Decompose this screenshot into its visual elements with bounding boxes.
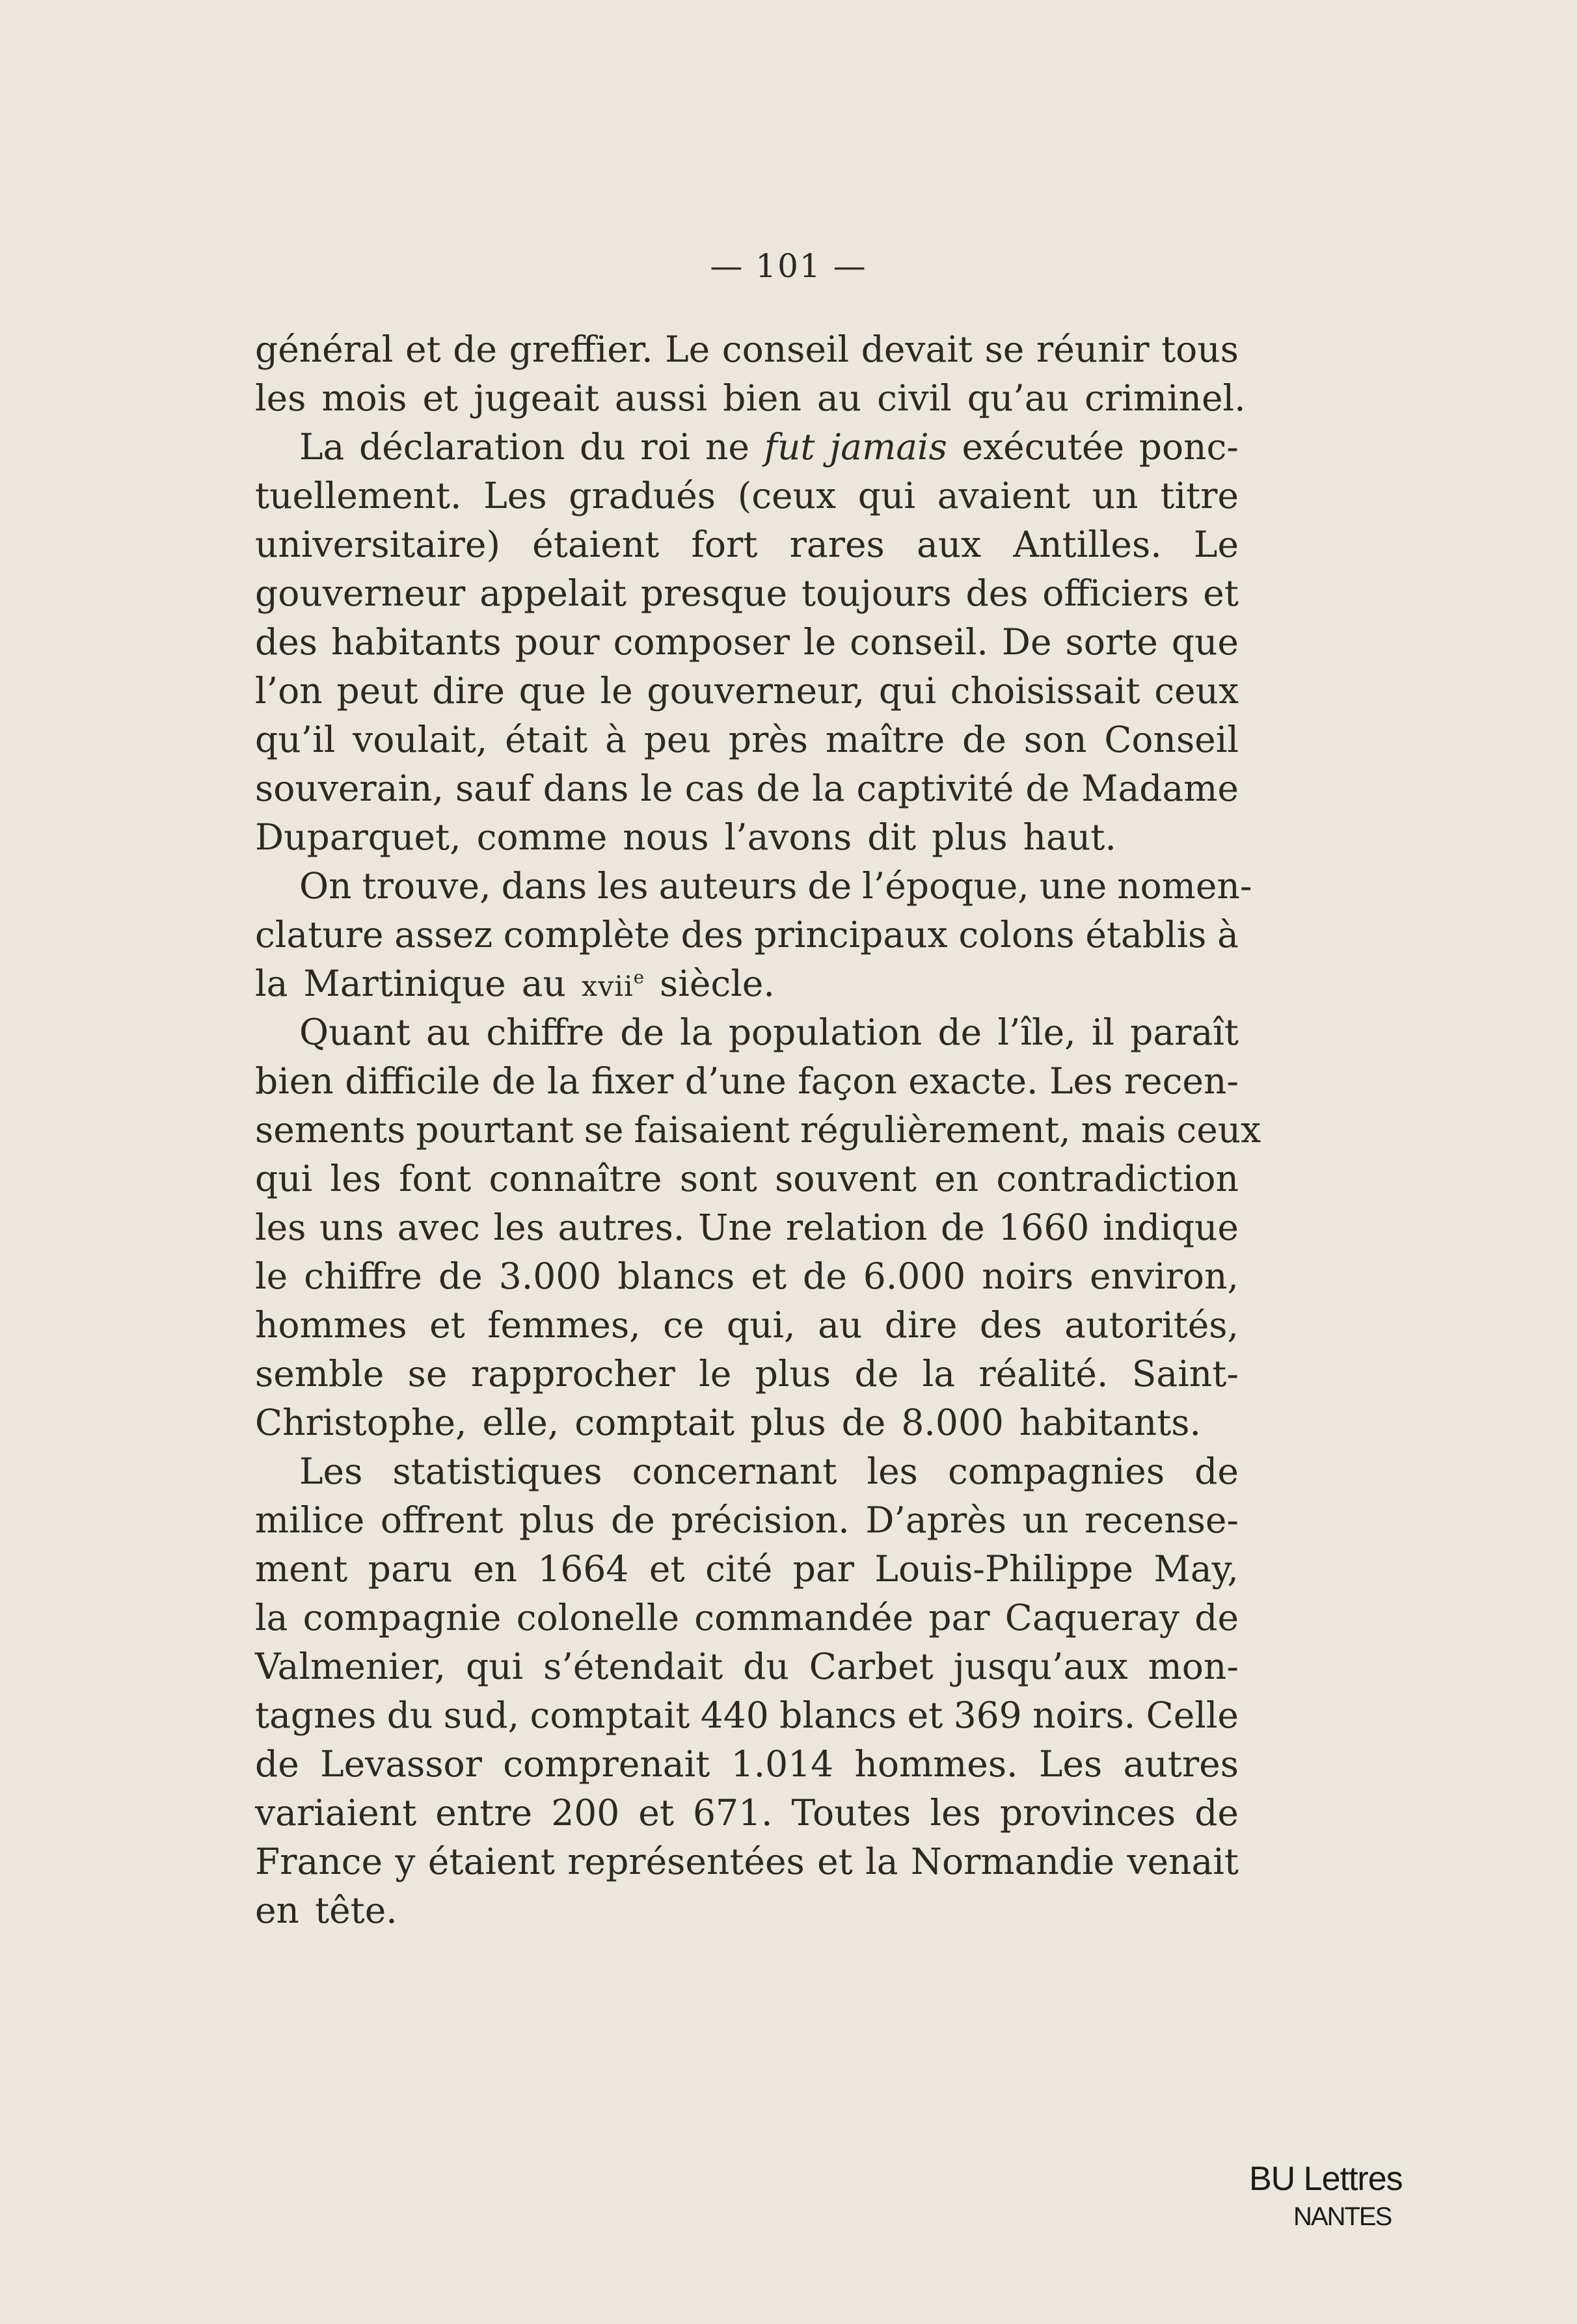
text-line: de Levassor comprenait 1.014 hommes. Les autres: [255, 1743, 1239, 1785]
text-line: Les statistiques concernant les compagnies de: [299, 1450, 1239, 1492]
text-line: ment paru en 1664 et cité par Louis-Philippe May,: [255, 1548, 1239, 1590]
text-line: milice offrent plus de précision. D’après un recense-: [255, 1499, 1239, 1541]
stamp-line-1: BU Lettres: [1249, 2160, 1403, 2198]
text-line: clature assez complète des principaux colons établis à: [255, 914, 1239, 955]
text-line: les mois et jugeait aussi bien au civil qu’au criminel.: [255, 377, 1246, 419]
library-stamp: [1249, 2159, 1403, 2232]
text-line: La déclaration du roi ne fut jamais exécutée ponc-: [299, 426, 1239, 468]
text-line: le chiffre de 3.000 blancs et de 6.000 noirs environ,: [255, 1255, 1239, 1297]
text-line: général et de greffier. Le conseil devait se réunir tous: [255, 328, 1239, 370]
text-line: gouverneur appelait presque toujours des officiers et: [255, 572, 1239, 614]
stamp-line-2: NANTES: [1293, 2202, 1392, 2231]
text-line: tagnes du sud, comptait 440 blancs et 369 noirs. Celle: [255, 1694, 1239, 1736]
text-line: France y étaient représentées et la Normandie venait: [255, 1841, 1239, 1882]
text-line: On trouve, dans les auteurs de l’époque, une nomen-: [299, 865, 1252, 907]
text-line: tuellement. Les gradués (ceux qui avaient un titre: [255, 475, 1239, 516]
text-line: sements pourtant se faisaient régulièrement, mais ceux: [255, 1109, 1261, 1151]
text-line: bien difficile de la fixer d’une façon exacte. Les recen-: [255, 1060, 1239, 1102]
text-line: variaient entre 200 et 671. Toutes les provinces de: [255, 1792, 1239, 1834]
text-line: les uns avec les autres. Une relation de 1660 indique: [255, 1207, 1239, 1248]
text-line: la Martinique au xvii$^e$ siècle.: [255, 963, 775, 1004]
text-line: universitaire) étaient fort rares aux Antilles. Le: [255, 524, 1239, 565]
text-line: Quant au chiffre de la population de l’île, il paraît: [299, 1011, 1239, 1053]
text-line: souverain, sauf dans le cas de la captivité de Madame: [255, 768, 1239, 809]
text-line: Christophe, elle, comptait plus de 8.000 habitants.: [255, 1402, 1201, 1443]
text-line: l’on peut dire que le gouverneur, qui choisissait ceux: [255, 670, 1239, 712]
text-line: en tête.: [255, 1890, 398, 1931]
text-line: hommes et femmes, ce qui, au dire des autorités,: [255, 1304, 1239, 1346]
text-line: qui les font connaître sont souvent en contradiction: [255, 1158, 1239, 1199]
text-line: Valmenier, qui s’étendait du Carbet jusqu’aux mon-: [255, 1646, 1239, 1687]
body-text: [255, 325, 1261, 1935]
text-line: des habitants pour composer le conseil. De sorte que: [255, 621, 1239, 663]
page-number: — 101 —: [710, 247, 867, 285]
text-line: semble se rapprocher le plus de la réalité. Saint-: [255, 1353, 1239, 1395]
text-line: qu’il voulait, était à peu près maître de son Conseil: [255, 719, 1239, 760]
text-line: la compagnie colonelle commandée par Caqueray de: [255, 1597, 1239, 1638]
text-line: Duparquet, comme nous l’avons dit plus haut.: [255, 816, 1116, 858]
